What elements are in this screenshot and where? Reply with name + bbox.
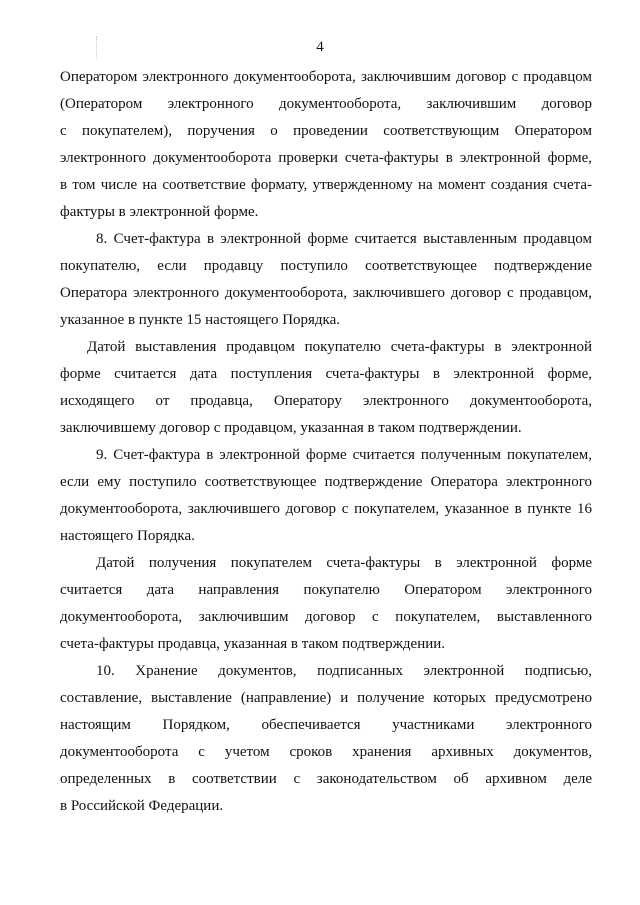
page-number: 4 bbox=[316, 39, 324, 55]
text-line: электронного документооборота проверки счета-фактуры в электронной форме, bbox=[60, 150, 592, 166]
text-line: Датой получения покупателем счета-фактуры в электронной форме bbox=[96, 555, 592, 571]
text-line: Оператора электронного документооборота, заключившего договор с продавцом, bbox=[60, 285, 592, 301]
text-line: (Оператором электронного документооборота, заключившим договор bbox=[60, 96, 592, 112]
text-line: с покупателем), поручения о проведении соответствующим Оператором bbox=[60, 123, 592, 139]
text-line: фактуры в электронной форме. bbox=[60, 204, 259, 220]
text-line: Оператором электронного документооборота, заключившим договор с продавцом bbox=[60, 69, 592, 85]
text-line: указанное в пункте 15 настоящего Порядка. bbox=[60, 312, 341, 328]
text-line: в Российской Федерации. bbox=[60, 798, 224, 814]
text-line: 10. Хранение документов, подписанных электронной подписью, bbox=[96, 663, 592, 679]
text-line: документооборота, заключившего договор с покупателем, указанное в пункте 16 bbox=[60, 501, 592, 517]
text-line: если ему поступило соответствующее подтверждение Оператора электронного bbox=[60, 474, 592, 490]
text-line: 8. Счет-фактура в электронной форме считается выставленным продавцом bbox=[96, 231, 592, 247]
text-line: заключившему договор с продавцом, указанная в таком подтверждении. bbox=[60, 420, 522, 436]
text-line: определенных в соответствии с законодательством об архивном деле bbox=[60, 771, 592, 787]
text-line: счета-фактуры продавца, указанная в таком подтверждении. bbox=[60, 636, 446, 652]
text-line: настоящего Порядка. bbox=[60, 528, 195, 544]
text-line: настоящим Порядком, обеспечивается участниками электронного bbox=[60, 717, 592, 733]
text-line: форме считается дата поступления счета-фактуры в электронной форме, bbox=[60, 366, 592, 382]
text-line: в том числе на соответствие формату, утвержденному на момент создания счета- bbox=[60, 177, 592, 193]
text-line: 9. Счет-фактура в электронной форме считается полученным покупателем, bbox=[96, 447, 592, 463]
text-line: документооборота с учетом сроков хранения архивных документов, bbox=[60, 744, 592, 760]
text-line: исходящего от продавца, Оператору электронного документооборота, bbox=[60, 393, 592, 409]
text-line: считается дата направления покупателю Оператором электронного bbox=[60, 582, 592, 598]
text-line: составление, выставление (направление) и получение которых предусмотрено bbox=[60, 690, 592, 706]
text-line: документооборота, заключившим договор с покупателем, выставленного bbox=[60, 609, 592, 625]
text-line: Датой выставления продавцом покупателю счета-фактуры в электронной bbox=[87, 339, 592, 355]
text-line: покупателю, если продавцу поступило соответствующее подтверждение bbox=[60, 258, 592, 274]
